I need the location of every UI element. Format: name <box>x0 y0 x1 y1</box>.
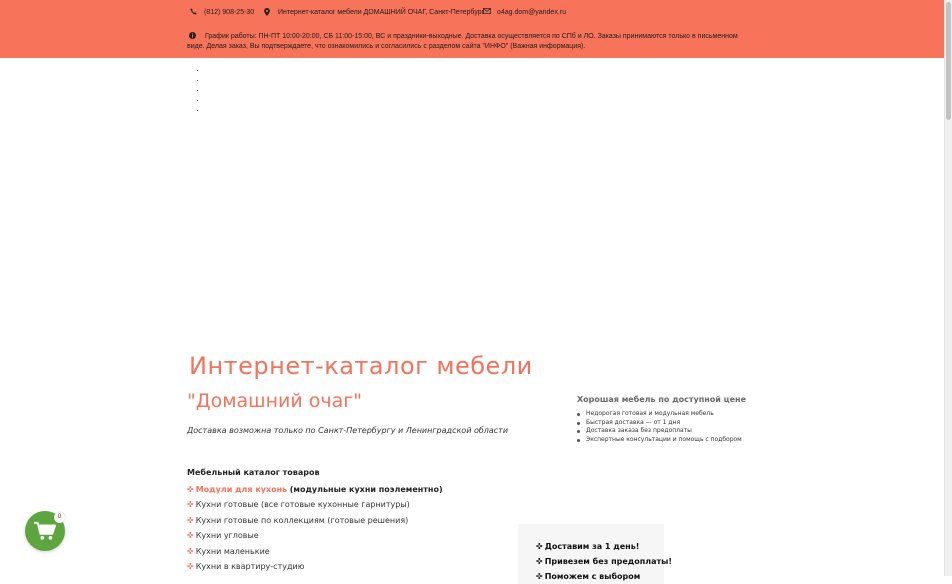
top-info-bar <box>0 0 945 58</box>
catalog-link[interactable]: Кухни маленькие <box>195 546 270 556</box>
phone-number[interactable]: (812) 908-25-30 <box>204 9 255 16</box>
notice-text: График работы: ПН-ПТ 10:00-20:00, СБ 11:00-15:00, ВС и праздники-выходные. Доставка осуществляется по СПб и ЛО. Заказы принимаются только в письменном виде. Делая заказ, Вы подтверждаете, что ознакомились и согласились с разделом сайта "ИНФО" (Важная информация). <box>187 33 738 50</box>
envelope-icon <box>483 8 491 14</box>
catalog-item[interactable] <box>187 544 443 559</box>
benefit-item: Доставка заказа без предоплаты <box>577 427 746 436</box>
catalog-link[interactable]: Кухни готовые (все готовые кухонные гарнитуры) <box>195 500 410 510</box>
promo-box <box>518 524 673 584</box>
star-bullet-icon: ✜ <box>536 542 543 551</box>
catalog-note-modules: (модульные кухни поэлементно) <box>289 485 443 494</box>
catalog-item[interactable] <box>187 559 443 574</box>
catalog-item[interactable] <box>187 513 443 528</box>
delivery-note: Доставка возможна только по Санкт-Петербургу и Ленинградской области <box>187 426 509 435</box>
map-marker-icon <box>264 8 270 16</box>
promo-text: Привезем без предоплаты! <box>544 557 673 566</box>
catalog-item-modules[interactable] <box>187 482 443 497</box>
star-bullet-icon: ✜ <box>187 546 194 556</box>
star-bullet-icon: ✜ <box>536 557 543 566</box>
empty-menu-placeholder <box>197 70 198 120</box>
info-icon <box>189 32 196 39</box>
menu-dot <box>197 80 198 81</box>
catalog-menu <box>187 468 443 574</box>
catalog-link-modules[interactable]: Модули для кухонь <box>195 485 288 494</box>
benefit-item: Экспертные консультации и помощь с подбором <box>577 436 746 445</box>
catalog-link[interactable]: Кухни готовые по коллекциям (готовые решения) <box>195 515 409 525</box>
hero-subtitle: "Домашний очаг" <box>187 390 362 412</box>
benefit-item: Быстрая доставка — от 1 дня <box>577 419 746 428</box>
star-bullet-icon: ✜ <box>187 561 194 571</box>
promo-text: Доставим за 1 день! <box>544 542 640 551</box>
catalog-link[interactable]: Кухни угловые <box>195 531 259 541</box>
star-bullet-icon: ✜ <box>187 485 194 494</box>
promo-text: Поможем с выбором <box>544 572 641 581</box>
catalog-heading: Мебельный каталог товаров <box>187 468 320 477</box>
star-bullet-icon: ✜ <box>536 572 543 581</box>
benefits-block <box>577 395 746 445</box>
menu-dot <box>197 90 198 91</box>
menu-dot <box>197 110 198 111</box>
menu-dot <box>197 70 198 71</box>
cart-icon <box>34 521 56 541</box>
work-schedule-notice <box>187 32 752 52</box>
promo-line <box>536 542 639 551</box>
address-text: Интернет-каталог мебели ДОМАШНИЙ ОЧАГ, Санкт-Петербург <box>278 9 485 16</box>
promo-line <box>536 572 640 581</box>
star-bullet-icon: ✜ <box>187 531 194 541</box>
benefits-heading: Хорошая мебель по доступной цене <box>577 395 746 404</box>
email-address[interactable]: o4ag.dom@yandex.ru <box>497 9 566 16</box>
menu-dot <box>197 100 198 101</box>
benefit-item: Недорогая готовая и модульная мебель <box>577 410 746 419</box>
scrollbar-thumb[interactable] <box>946 2 951 120</box>
benefits-list <box>577 410 746 445</box>
catalog-item[interactable] <box>187 528 443 543</box>
phone-icon <box>190 8 197 15</box>
star-bullet-icon: ✜ <box>187 515 194 525</box>
hero-title: Интернет-каталог мебели <box>189 352 533 380</box>
star-bullet-icon: ✜ <box>187 500 194 510</box>
catalog-item[interactable] <box>187 497 443 512</box>
page-scrollbar[interactable] <box>944 0 952 576</box>
catalog-link[interactable]: Кухни в квартиру-студию <box>195 561 305 571</box>
promo-line <box>536 557 672 566</box>
cart-count-badge: 0 <box>54 512 65 523</box>
